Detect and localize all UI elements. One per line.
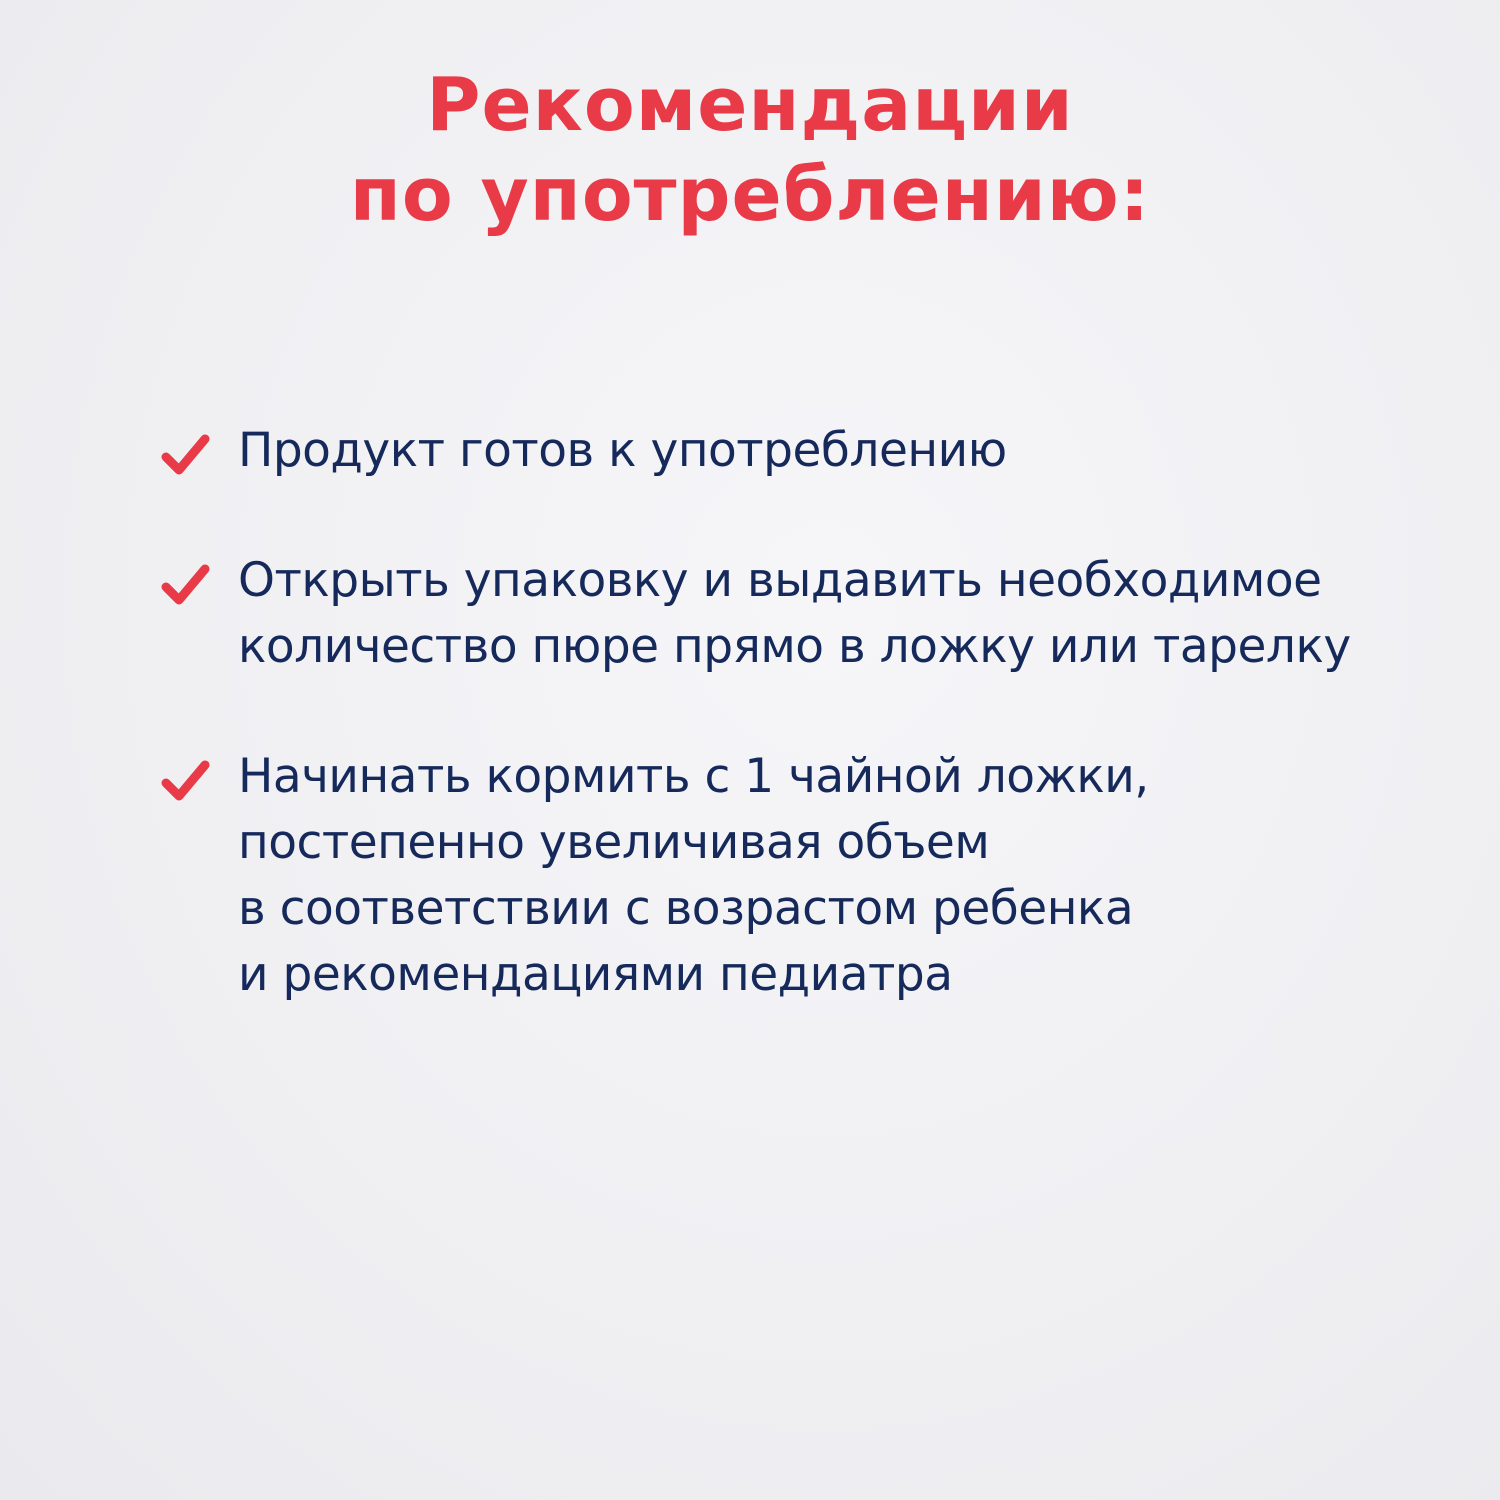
check-icon bbox=[160, 430, 212, 480]
list-item-text bbox=[238, 744, 1149, 1008]
list-item-line: количество пюре прямо в ложку или тарелку bbox=[238, 619, 1351, 674]
title-line-2: по употреблению: bbox=[349, 152, 1151, 238]
list-item-line: Начинать кормить с 1 чайной ложки, bbox=[238, 749, 1149, 804]
list-item-line: Открыть упаковку и выдавить необходимое bbox=[238, 553, 1322, 608]
list-item-text bbox=[238, 548, 1351, 680]
list-item bbox=[160, 418, 1460, 484]
list-item-line: постепенно увеличивая объем bbox=[238, 815, 990, 870]
list-item bbox=[160, 548, 1460, 680]
list-item-text bbox=[238, 418, 1007, 484]
check-icon bbox=[160, 560, 212, 610]
check-icon bbox=[160, 756, 212, 806]
list-item-line: и рекомендациями педиатра bbox=[238, 947, 953, 1002]
title-line-1: Рекомендации bbox=[426, 62, 1074, 148]
page-title bbox=[0, 60, 1500, 240]
recommendation-list bbox=[160, 418, 1460, 1072]
list-item-line: в соответствии с возрастом ребенка bbox=[238, 881, 1134, 936]
list-item bbox=[160, 744, 1460, 1008]
list-item-line: Продукт готов к употреблению bbox=[238, 423, 1007, 478]
